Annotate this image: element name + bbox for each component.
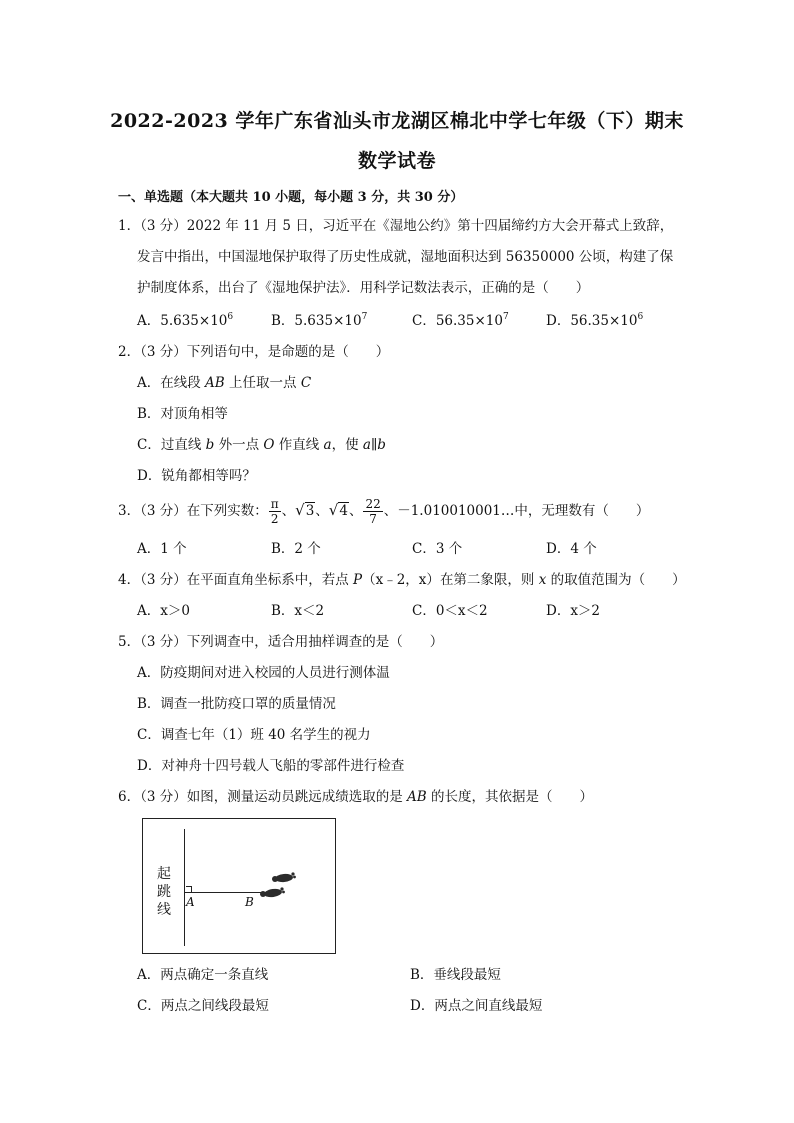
exam-title-line2: 数学试卷 xyxy=(357,150,436,172)
q2-option-c: C．过直线 b 外一点 O 作直线 a，使 a∥b xyxy=(137,437,386,453)
q1-stem-line3: 护制度体系，出台了《湿地保护法》．用科学记数法表示，正确的是（ ） xyxy=(137,280,590,296)
q5-option-b: B．调查一批防疫口罩的质量情况 xyxy=(137,696,336,712)
q1-option-c: C．$56.35\times 10^7$ xyxy=(412,312,509,329)
q1-stem-line2: 发言中指出，中国湿地保护取得了历史性成就，湿地面积达到 56350000 公顷，构建了保 xyxy=(137,249,674,265)
q4-option-d: D．x＞2 xyxy=(546,603,601,619)
q3-option-d: D．4 个 xyxy=(546,541,597,557)
takeoff-label-char2: 跳 xyxy=(157,884,171,900)
q5-stem: 5．（3 分）下列调查中，适合用抽样调查的是（ ） xyxy=(118,634,444,650)
right-angle-mark xyxy=(186,886,192,892)
q3-option-a: A．1 个 xyxy=(137,541,187,557)
q4-option-a: A．x＞0 xyxy=(137,603,190,619)
q5-option-c: C．调查七年（1）班 40 名学生的视力 xyxy=(137,727,371,743)
section-heading-single-choice: 一、单选题（本大题共 10 小题，每小题 3 分，共 30 分） xyxy=(118,190,464,205)
point-a-label: A xyxy=(186,895,195,909)
q5-option-d: D．对神舟十四号载人飞船的零部件进行检查 xyxy=(137,758,405,774)
q3-stem: 3．（3 分）在下列实数： $\frac{\pi}{2}$ 、√3、√4、 $\frac{22}{7}$ 、－1.010010001…中，无理数有（ ） xyxy=(118,497,650,526)
q1-option-b: B．$5.635\times 10^7$ xyxy=(271,312,368,329)
q1-option-a: A．$5.635\times 10^6$ xyxy=(137,312,234,329)
q6-option-b: B．垂线段最短 xyxy=(410,967,501,983)
q6-option-d: D．两点之间直线最短 xyxy=(410,998,543,1014)
q3-frac-pi-over-2: $\frac{\pi}{2}$ xyxy=(270,497,279,526)
point-b-label: B xyxy=(245,895,254,909)
q1-option-d: D．$56.35\times 10^6$ xyxy=(546,312,644,329)
q3-sqrt-4: √4 xyxy=(328,501,348,519)
q2-option-a: A．在线段 AB 上任取一点 C xyxy=(137,375,312,391)
q3-frac-22-over-7: $\frac{22}{7}$ xyxy=(365,497,381,526)
q2-stem: 2．（3 分）下列语句中，是命题的是（ ） xyxy=(118,344,390,360)
q6-stem: 6．（3 分）如图，测量运动员跳远成绩选取的是 AB 的长度，其依据是（ ） xyxy=(118,789,593,805)
q5-option-a: A．防疫期间对进入校园的人员进行测体温 xyxy=(137,665,390,681)
q6-option-a: A．两点确定一条直线 xyxy=(137,967,269,983)
q3-option-c: C．3 个 xyxy=(412,541,463,557)
q2-option-d: D．锐角都相等吗？ xyxy=(137,468,256,484)
q3-sqrt-3: √3 xyxy=(295,501,315,519)
q6-option-c: C．两点之间线段最短 xyxy=(137,998,269,1014)
q2-option-b: B．对顶角相等 xyxy=(137,406,228,422)
q4-option-c: C．0＜x＜2 xyxy=(412,603,488,619)
q3-option-b: B．2 个 xyxy=(271,541,321,557)
footprints-icon xyxy=(253,869,297,901)
takeoff-label-char1: 起 xyxy=(157,866,171,882)
q6-long-jump-figure xyxy=(142,818,336,954)
q4-option-b: B．x＜2 xyxy=(271,603,325,619)
takeoff-label-char3: 线 xyxy=(157,902,171,918)
q4-stem: 4．（3 分）在平面直角坐标系中，若点 P（x﹣2，x）在第二象限，则 x 的取值范围为（ ） xyxy=(118,572,686,588)
exam-title-line1: 2022-2023 学年广东省汕头市龙湖区棉北中学七年级（下）期末 xyxy=(110,110,684,132)
q1-stem-line1: 1．（3 分）2022 年 11 月 5 日，习近平在《湿地公约》第十四届缔约方大会开幕式上致辞， xyxy=(118,218,674,234)
